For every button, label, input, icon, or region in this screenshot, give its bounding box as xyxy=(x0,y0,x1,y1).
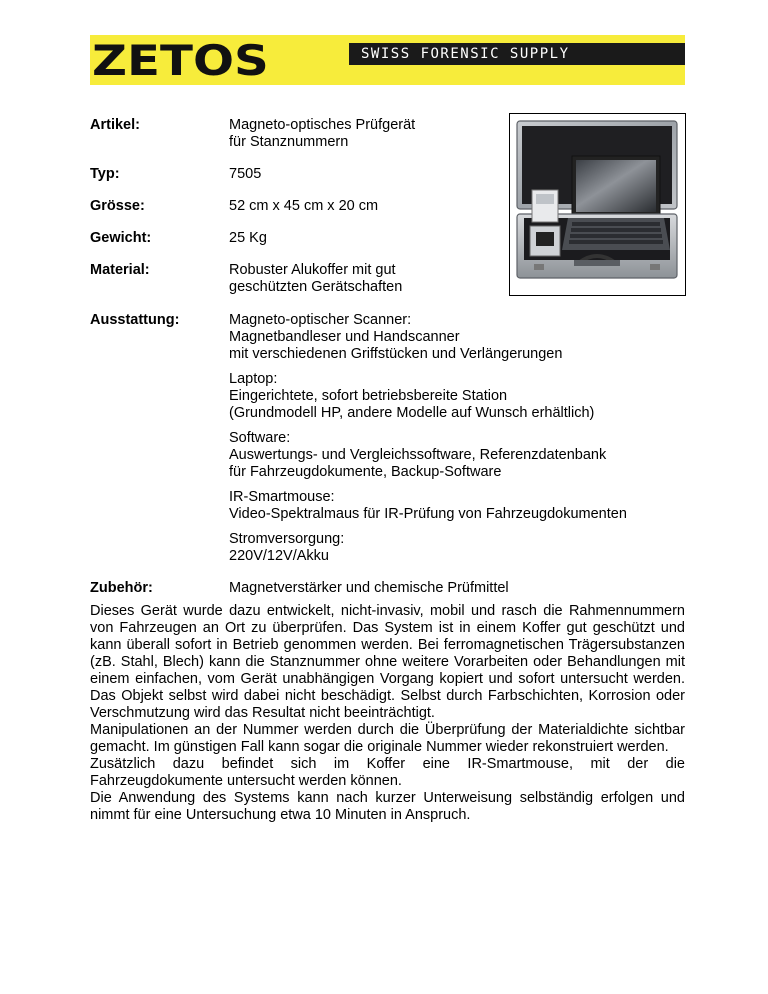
tagline-bar xyxy=(349,43,685,65)
tagline-text: SWISS FORENSIC SUPPLY xyxy=(361,46,570,62)
description-paragraph-4: Die Anwendung des Systems kann nach kurzer Unterweisung selbständig erfolgen und nimmt für eine Untersuchung etwa 10 Minuten in Anspruch. xyxy=(90,790,685,823)
value-groesse: 52 cm x 45 cm x 20 cm xyxy=(229,198,379,214)
scanner-title: Magneto-optischer Scanner: xyxy=(229,312,412,328)
label-material: Material: xyxy=(90,262,150,278)
value-material-line1: Robuster Alukoffer mit gut xyxy=(229,262,396,278)
value-typ: 7505 xyxy=(229,166,262,182)
label-ausstattung: Ausstattung: xyxy=(90,312,180,328)
software-title: Software: xyxy=(229,430,291,446)
strom-line1: 220V/12V/Akku xyxy=(229,548,329,564)
laptop-title: Laptop: xyxy=(229,371,278,387)
description-paragraph-1: Dieses Gerät wurde dazu entwickelt, nicht-invasiv, mobil und rasch die Rahmennummern von Fahrzeugen an Ort zu überprüfen. Das System ist in einem Koffer gut geschützt und kann überall sofort in Betrieb genommen werden. Bei ferromagnetischen Trägersubstanzen (zB. Stahl, Blech) kann die Stanznummer ohne weitere Vorarbeiten oder Behandlungen mit einem einfachen, vom Gerät unabhängigen Vorgang kopiert und sofort untersucht werden. Das Objekt selbst wird dabei nicht beschädigt. Selbst durch Farbschichten, Korrosion oder Verschmutzung wird das Resultat nicht beeinträchtigt. xyxy=(90,603,685,721)
label-groesse: Grösse: xyxy=(90,198,145,214)
description-paragraph-2: Manipulationen an der Nummer werden durch die Überprüfung der Materialdichte sichtbar gemacht. Im günstigen Fall kann sogar die originale Nummer wieder rekonstruiert werden. xyxy=(90,722,685,755)
label-typ: Typ: xyxy=(90,166,120,182)
value-gewicht: 25 Kg xyxy=(229,230,267,246)
forensic-case-laptop-photo xyxy=(510,114,685,295)
description xyxy=(90,603,685,824)
value-artikel-line1: Magneto-optisches Prüfgerät xyxy=(229,117,416,133)
software-line2: für Fahrzeugdokumente, Backup-Software xyxy=(229,464,502,480)
smartmouse-title: IR-Smartmouse: xyxy=(229,489,335,505)
smartmouse-line1: Video-Spektralmaus für IR-Prüfung von Fahrzeugdokumenten xyxy=(229,506,627,522)
software-line1: Auswertungs- und Vergleichssoftware, Referenzdatenbank xyxy=(229,447,607,463)
value-zubehoer: Magnetverstärker und chemische Prüfmittel xyxy=(229,580,509,596)
scanner-line1: Magnetbandleser und Handscanner xyxy=(229,329,460,345)
zetos-logo: ZETOS xyxy=(92,36,269,85)
scanner-line2: mit verschiedenen Griffstücken und Verlängerungen xyxy=(229,346,563,362)
value-artikel-line2: für Stanznummern xyxy=(229,134,349,150)
label-zubehoer: Zubehör: xyxy=(90,580,153,596)
product-photo-frame xyxy=(509,113,686,296)
label-gewicht: Gewicht: xyxy=(90,230,152,246)
value-material-line2: geschützten Gerätschaften xyxy=(229,279,403,295)
strom-title: Stromversorgung: xyxy=(229,531,345,547)
label-artikel: Artikel: xyxy=(90,117,140,133)
laptop-line1: Eingerichtete, sofort betriebsbereite Station xyxy=(229,388,508,404)
laptop-line2: (Grundmodell HP, andere Modelle auf Wunsch erhältlich) xyxy=(229,405,595,421)
description-paragraph-3: Zusätzlich dazu befindet sich im Koffer eine IR-Smartmouse, mit der die Fahrzeugdokumente untersucht werden können. xyxy=(90,756,685,789)
